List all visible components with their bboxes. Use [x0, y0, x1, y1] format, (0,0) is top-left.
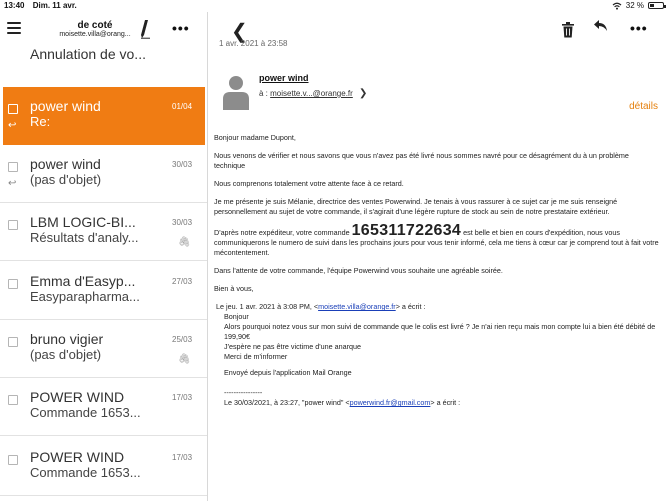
- quote-line: J'espère ne pas être victime d'une anarque: [224, 342, 361, 351]
- mail-subject: Re:: [30, 114, 51, 129]
- folder-name: de coté: [77, 20, 113, 31]
- replied-icon: ↩: [8, 178, 17, 189]
- mail-list-item[interactable]: [3, 87, 205, 145]
- mail-date: 17/03: [172, 453, 193, 462]
- mail-list-pane: [0, 12, 208, 501]
- select-checkbox[interactable]: [8, 395, 18, 405]
- quote-email-link[interactable]: moisette.villa@orange.fr: [318, 302, 396, 311]
- more-options-icon[interactable]: •••: [172, 20, 190, 36]
- mail-sender: LBM LOGIC-BI...: [30, 214, 136, 230]
- trash-icon[interactable]: [561, 22, 575, 38]
- mail-list-header: [0, 12, 208, 48]
- status-bar: [0, 0, 668, 12]
- quote-body: [224, 312, 662, 362]
- body-paragraph: Dans l'attente de votre commande, l'équipe Powerwind vous souhaite une agréable soirée.: [214, 266, 503, 275]
- mail-subject: Commande 1653...: [30, 405, 141, 420]
- status-time: 13:40: [4, 1, 25, 10]
- message-toolbar: [209, 12, 668, 48]
- signoff: Bien à vous,: [214, 284, 254, 293]
- battery-text: 32 %: [625, 1, 644, 10]
- mail-list-item[interactable]: [0, 378, 208, 436]
- paperclip-icon: 🖇: [178, 354, 191, 365]
- select-checkbox[interactable]: [8, 220, 18, 230]
- mail-list-item[interactable]: [0, 145, 208, 203]
- paperclip-icon: 🖇: [178, 237, 191, 248]
- list-item-partial[interactable]: Annulation de vo...: [30, 46, 146, 62]
- battery-level: [650, 4, 654, 7]
- back-icon[interactable]: ❮: [231, 21, 248, 43]
- mail-date: 01/04: [172, 102, 193, 111]
- mail-subject: Résultats d'analy...: [30, 230, 139, 245]
- message-more-icon[interactable]: •••: [630, 20, 648, 36]
- mail-list-item[interactable]: [0, 203, 208, 261]
- body-paragraph: Nous comprenons totalement votre attente face à ce retard.: [214, 179, 404, 188]
- wifi-icon: [612, 2, 622, 10]
- select-checkbox[interactable]: [8, 455, 18, 465]
- chevron-right-icon[interactable]: ❯: [359, 88, 368, 99]
- avatar[interactable]: [223, 74, 249, 110]
- menu-icon[interactable]: [7, 22, 21, 34]
- quote-header: Le jeu. 1 avr. 2021 à 3:08 PM, <moisette.villa@orange.fr> a écrit :: [216, 302, 426, 311]
- mail-sender: POWER WIND: [30, 449, 125, 465]
- quote-line: Bonjour: [224, 312, 249, 321]
- mail-list-item[interactable]: [0, 320, 208, 378]
- body-paragraph: D'après notre expéditeur, votre commande 165311722634 est belle et bien en cours d'expédition, nous vous communiquerons le numero de suivi dans les prochains jours pour vous tenir informé, cela me tiens à cœur car je comprend tout à fait votre mécontentement.: [214, 222, 659, 257]
- recipient-prefix: à :: [259, 89, 268, 98]
- mail-subject: (pas d'objet): [30, 172, 102, 187]
- mail-subject: Commande 1653...: [30, 465, 141, 480]
- select-checkbox[interactable]: [8, 337, 18, 347]
- reply-icon[interactable]: [593, 19, 609, 33]
- details-link[interactable]: détails: [629, 101, 658, 112]
- mail-subject: Easyparapharma...: [30, 289, 140, 304]
- replied-icon: ↩: [8, 120, 17, 131]
- select-checkbox[interactable]: [8, 279, 18, 289]
- battery-icon: [648, 2, 664, 9]
- quote-header-2: Le 30/03/2021, à 23:27, "power wind" <powerwind.fr@gmail.com> a écrit :: [224, 398, 461, 407]
- body-paragraph: Je me présente je suis Mélanie, directrice des ventes Powerwind. Je tenais à vous rassurer à ce sujet car je me suis renseigné personnellement au sujet de votre commande, il s'agirait d'une légère rupture de stock au sein de notre prestataire extérieur.: [214, 197, 618, 216]
- quote-line: Alors pourquoi notez vous sur mon suivi de commande que le colis est livré ? Je n'ai rien reçu mais mon compte lui a bien été débité de 199,90€: [224, 322, 656, 341]
- sender-name[interactable]: power wind: [259, 73, 309, 83]
- mail-date: 30/03: [172, 160, 193, 169]
- mail-date: 17/03: [172, 393, 193, 402]
- status-date: Dim. 11 avr.: [32, 1, 77, 10]
- select-checkbox[interactable]: [8, 104, 18, 114]
- separator: ----------------: [224, 388, 263, 397]
- mail-sender: power wind: [30, 156, 101, 172]
- recipient-line: [259, 88, 367, 99]
- compose-icon[interactable]: [138, 19, 152, 39]
- mail-subject: (pas d'objet): [30, 347, 102, 362]
- greeting: Bonjour madame Dupont,: [214, 133, 296, 142]
- message-date: 1 avr. 2021 à 23:58: [219, 39, 288, 48]
- mail-sender: POWER WIND: [30, 389, 125, 405]
- mail-date: 27/03: [172, 277, 193, 286]
- mail-list-item[interactable]: [0, 262, 208, 320]
- quote-line: Merci de m'informer: [224, 352, 288, 361]
- select-checkbox[interactable]: [8, 162, 18, 172]
- mail-list-item[interactable]: [0, 438, 208, 496]
- mail-sender: Emma d'Easyp...: [30, 273, 136, 289]
- mail-date: 25/03: [172, 335, 193, 344]
- quote-signature: Envoyé depuis l'application Mail Orange: [224, 368, 352, 377]
- mail-date: 30/03: [172, 218, 193, 227]
- mail-sender: power wind: [30, 98, 101, 114]
- order-number: 165311722634: [351, 222, 462, 239]
- quoted-message: [216, 302, 662, 408]
- body-paragraph: Nous venons de vérifier et nous savons que vous n'avez pas été livré nous sommes navré pour ce désagrément du à un problème technique: [214, 151, 629, 170]
- message-pane: [209, 12, 668, 501]
- message-body: [214, 133, 662, 408]
- folder-title: [40, 20, 150, 38]
- quote2-email-link[interactable]: powerwind.fr@gmail.com: [349, 398, 431, 407]
- recipient-address[interactable]: moisette.v...@orange.fr: [270, 89, 353, 98]
- account-address: moisette.villa@orang...: [59, 31, 131, 38]
- mail-sender: bruno vigier: [30, 331, 104, 347]
